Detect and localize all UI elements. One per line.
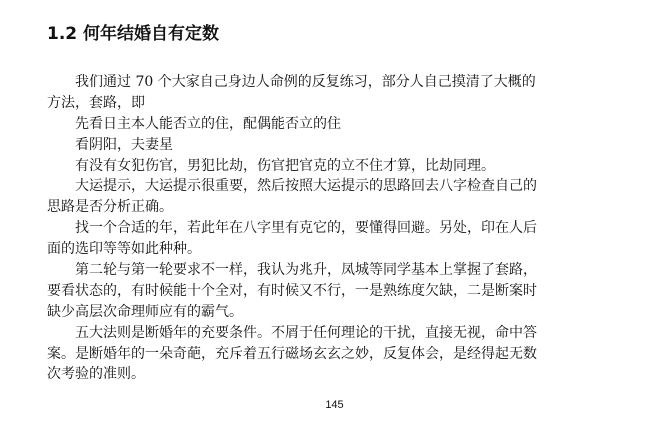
text-line: 看阴阳，夫妻星	[75, 136, 173, 153]
text-line: 案。是断婚年的一朵奇葩，充斥着五行磁场玄玄之妙，反复体会，是经得起无数	[47, 345, 537, 362]
text-line: 找一个合适的年，若此年在八字里有克它的，要懂得回避。另处，印在人后	[75, 220, 537, 237]
text-line: 五大法则是断婚年的充要条件。不屑于任何理论的干扰，直接无视，命中答	[75, 324, 537, 341]
text-line: 第二轮与第一轮要求不一样，我认为兆升，凤城等同学基本上掌握了套路，	[75, 262, 537, 279]
text-line: 面的选印等等如此种种。	[47, 241, 201, 258]
text-line: 要看状态的，有时候能十个全对，有时候又不行，一是熟练度欠缺，二是断案时	[47, 282, 537, 299]
page-number: 145	[325, 399, 344, 411]
text-line: 大运提示，大运提示很重要，然后按照大运提示的思路回去八字检查自己的	[75, 178, 537, 195]
text-line: 缺少高层次命理师应有的霸气。	[47, 303, 243, 320]
section-heading: 1.2 何年结婚自有定数	[47, 24, 220, 44]
text-line: 次考验的准则。	[47, 366, 145, 383]
text-line: 有没有女犯伤官，男犯比劫，伤官把官克的立不住才算，比劫同理。	[75, 157, 495, 174]
body-text	[47, 72, 607, 385]
text-line: 我们通过 70 个大家自己身边人命例的反复练习，部分人自己摸清了大概的	[75, 74, 536, 90]
text-line: 先看日主本人能否立的住，配偶能否立的住	[75, 115, 341, 132]
text-line: 方法，套路，即	[47, 94, 145, 111]
text-line: 思路是否分析正确。	[47, 199, 173, 216]
